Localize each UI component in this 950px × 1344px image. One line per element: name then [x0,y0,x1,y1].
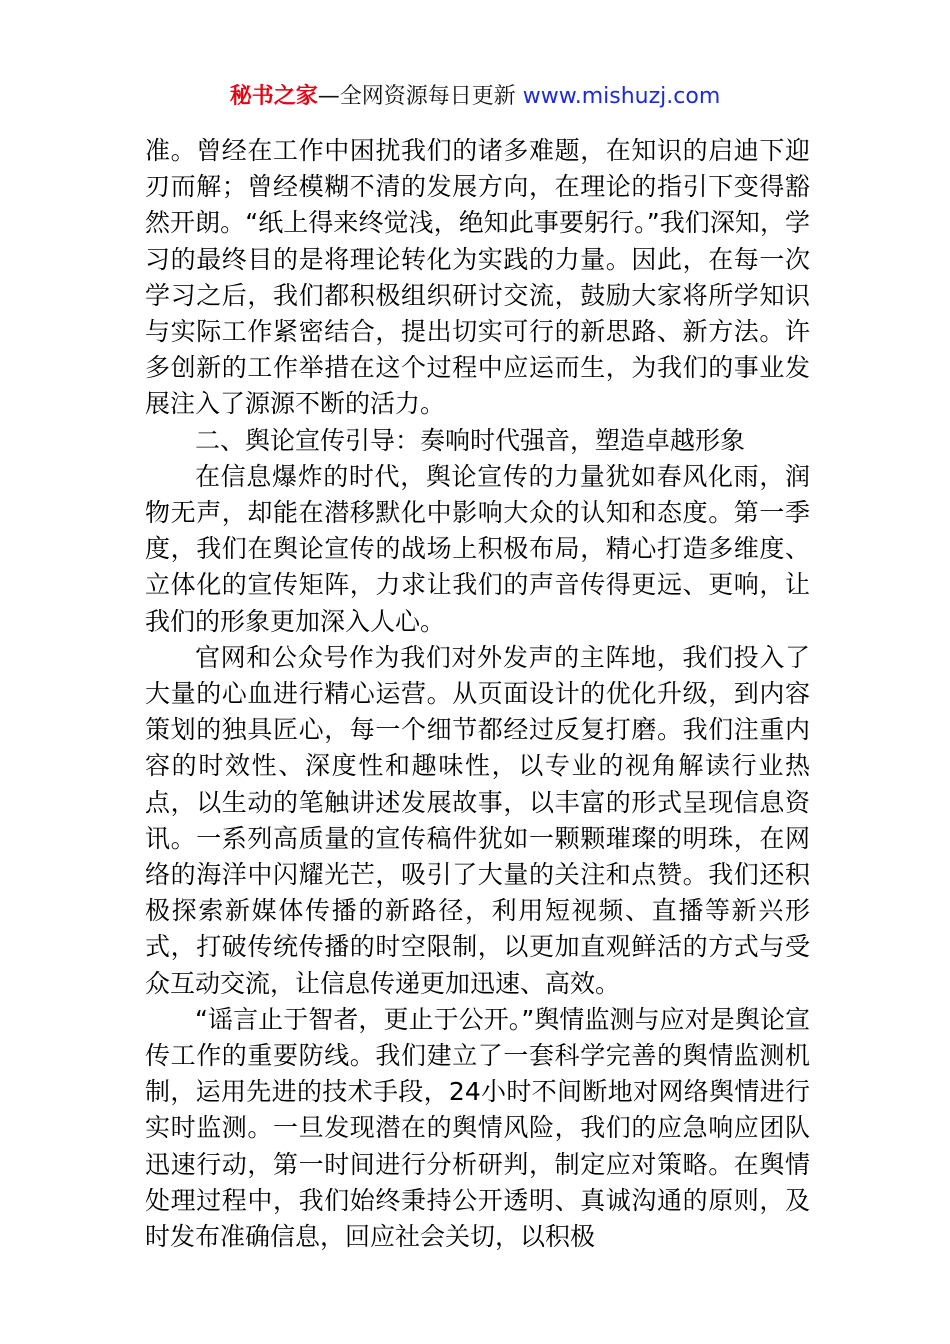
document-body [145,133,810,1255]
paragraph: “谣言止于智者，更止于公开。”舆情监测与应对是舆论宣传工作的重要防线。我们建立了一套科学完善的舆情监测机制，运用先进的技术手段，24小时不间断地对网络舆情进行实时监测。一旦发现潜在的舆情风险，我们的应急响应团队迅速行动，第一时间进行分析研判，制定应对策略。在舆情处理过程中，我们始终秉持公开透明、真诚沟通的原则，及时发布准确信息，回应社会关切，以积极 [145,1004,810,1252]
page-header [0,80,950,114]
header-tagline: —全网资源每日更新 [317,84,516,109]
section-heading: 二、舆论宣传引导：奏响时代强音，塑造卓越形象 [195,425,746,455]
paragraph: 官网和公众号作为我们对外发声的主阵地，我们投入了大量的心血进行精心运营。从页面设计的优化升级，到内容策划的独具匠心，每一个细节都经过反复打磨。我们注重内容的时效性、深度性和趣味性，以专业的视角解读行业热点，以生动的笔触讲述发展故事，以丰富的形式呈现信息资讯。一系列高质量的宣传稿件犹如一颗颗璀璨的明珠，在网络的海洋中闪耀光芒，吸引了大量的关注和点赞。我们还积极探索新媒体传播的新路径，利用短视频、直播等新兴形式，打破传统传播的时空限制，以更加直观鲜活的方式与受众互动交流，让信息传递更加迅速、高效。 [145,642,810,998]
paragraph: 在信息爆炸的时代，舆论宣传的力量犹如春风化雨，润物无声，却能在潜移默化中影响大众的认知和态度。第一季度，我们在舆论宣传的战场上积极布局，精心打造多维度、立体化的宣传矩阵，力求让我们的声音传得更远、更响，让我们的形象更加深入人心。 [145,461,810,636]
site-url-link[interactable]: www.mishuzj.com [522,84,721,109]
paragraph-continued: 准。曾经在工作中困扰我们的诸多难题，在知识的启迪下迎刃而解；曾经模糊不清的发展方向，在理论的指引下变得豁然开朗。“纸上得来终觉浅，绝知此事要躬行。”我们深知，学习的最终目的是将理论转化为实践的力量。因此，在每一次学习之后，我们都积极组织研讨交流，鼓励大家将所学知识与实际工作紧密结合，提出切实可行的新思路、新方法。许多创新的工作举措在这个过程中应运而生，为我们的事业发展注入了源源不断的活力。 [145,136,810,419]
brand-name: 秘书之家 [229,84,318,109]
